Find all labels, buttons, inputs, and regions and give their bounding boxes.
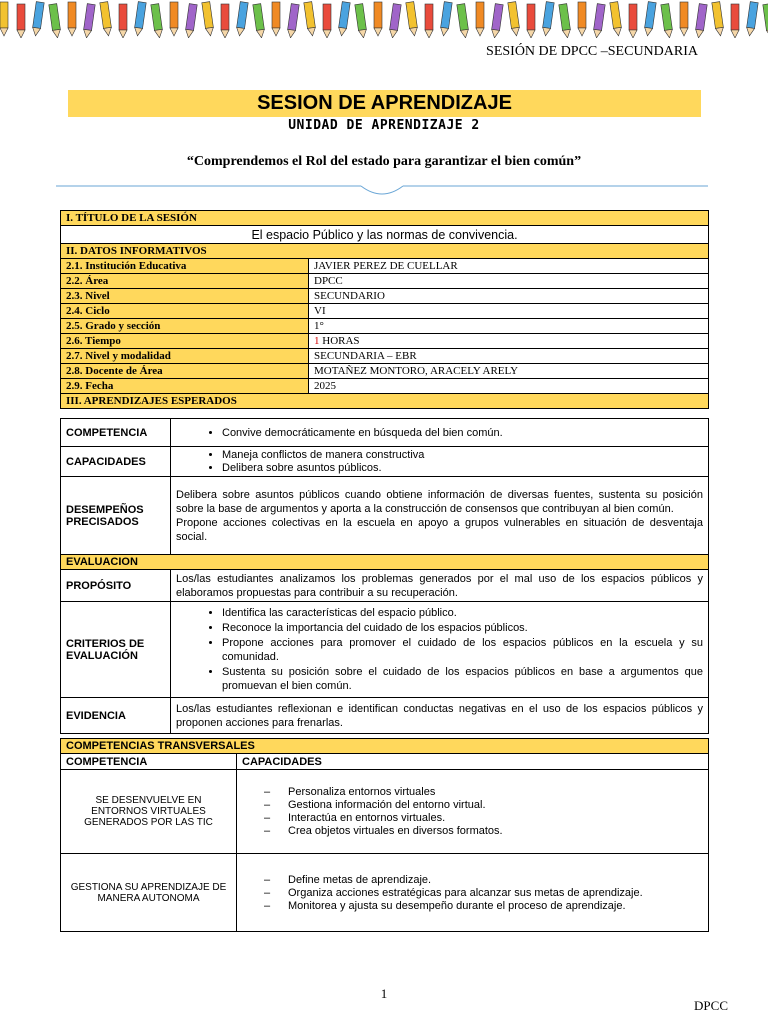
info-label: 2.8. Docente de Área xyxy=(61,364,309,379)
pencil-icon xyxy=(134,2,147,37)
transversal-capacidades xyxy=(237,770,709,854)
list-item: – Gestiona información del entorno virtual. xyxy=(288,799,703,811)
pencil-icon xyxy=(593,4,606,38)
pencil-icon xyxy=(32,2,45,37)
row-label: CRITERIOS DE EVALUACIÓN xyxy=(61,602,171,698)
list-item: – Interactúa en entornos virtuales. xyxy=(288,812,703,824)
info-value: 1° xyxy=(309,319,709,334)
pencil-icon xyxy=(542,2,555,37)
proposito-cell: Los/las estudiantes analizamos los problemas generados por el mal uso de los espacios públicos y elaboramos propuestas para contribuir a su recuperación. xyxy=(171,570,709,602)
pencil-icon xyxy=(559,4,572,38)
transversal-table xyxy=(60,738,709,932)
info-label: 2.2. Área xyxy=(61,274,309,289)
pencil-icon xyxy=(17,4,25,38)
pencil-icon xyxy=(0,2,8,36)
pencil-icon xyxy=(389,4,402,38)
info-value: JAVIER PEREZ DE CUELLAR xyxy=(309,259,709,274)
list-item: • Reconoce la importancia del cuidado de los espacios públicos. xyxy=(222,621,703,635)
pencil-icon xyxy=(253,4,266,38)
row-label: CAPACIDADES xyxy=(61,447,171,477)
section-heading: II. DATOS INFORMATIVOS xyxy=(61,244,709,259)
row-label: COMPETENCIA xyxy=(61,419,171,447)
capacidades-cell xyxy=(171,447,709,477)
section-heading: I. TÍTULO DE LA SESIÓN xyxy=(61,211,709,226)
pencil-icon xyxy=(610,2,623,37)
page-number: 1 xyxy=(380,986,388,1001)
pencil-icon xyxy=(527,4,535,38)
session-title: El espacio Público y las normas de convivencia. xyxy=(61,226,709,244)
pencil-icon xyxy=(236,2,249,37)
info-label: 2.6. Tiempo xyxy=(61,334,309,349)
section-heading: COMPETENCIAS TRANSVERSALES xyxy=(61,739,709,754)
list-item: • Maneja conflictos de manera constructiva xyxy=(222,449,703,461)
pencil-icon xyxy=(202,2,215,37)
pencil-border-decoration xyxy=(0,0,768,38)
list-item: – Crea objetos virtuales en diversos formatos. xyxy=(288,825,703,837)
pencil-icon xyxy=(644,2,657,37)
list-item: – Define metas de aprendizaje. xyxy=(288,874,703,886)
unit-subtitle: UNIDAD DE APRENDIZAJE 2 xyxy=(288,118,480,133)
pencil-icon xyxy=(338,2,351,37)
list-item: • Delibera sobre asuntos públicos. xyxy=(222,462,703,474)
list-item: – Personaliza entornos virtuales xyxy=(288,786,703,798)
transversal-competencia: SE DESENVUELVE EN ENTORNOS VIRTUALES GENERADOS POR LAS TIC xyxy=(61,770,237,854)
transversal-competencia: GESTIONA SU APRENDIZAJE DE MANERA AUTONOMA xyxy=(61,854,237,932)
list-item: • Sustenta su posición sobre el cuidado de los espacios públicos en base a argumentos que promuevan el bien común. xyxy=(222,665,703,693)
paragraph: Delibera sobre asuntos públicos cuando obtiene información de diversas fuentes, sustenta su posición sobre la base de argumentos y aporta a la construcción de consensos que contribuyan al bien común. xyxy=(176,488,703,515)
pencil-icon xyxy=(151,4,164,38)
list-item: • Convive democráticamente en búsqueda del bien común. xyxy=(222,427,703,439)
pencil-icon xyxy=(440,2,453,37)
pencil-icon xyxy=(355,4,368,38)
info-label: 2.5. Grado y sección xyxy=(61,319,309,334)
info-label: 2.4. Ciclo xyxy=(61,304,309,319)
pencil-icon xyxy=(406,2,419,37)
pencil-icon xyxy=(763,4,768,38)
pencil-icon xyxy=(323,4,331,38)
pencil-icon xyxy=(272,2,280,36)
section-heading: EVALUACION xyxy=(61,555,709,570)
row-label: DESEMPEÑOS PRECISADOS xyxy=(61,477,171,555)
pencil-icon xyxy=(680,2,688,36)
document-header: SESIÓN DE DPCC –SECUNDARIA xyxy=(486,44,698,59)
info-value xyxy=(309,334,709,349)
pencil-icon xyxy=(170,2,178,36)
pencil-icon xyxy=(712,2,725,37)
info-value: VI xyxy=(309,304,709,319)
transversal-capacidades xyxy=(237,854,709,932)
time-number: 1 xyxy=(314,335,320,347)
paragraph: Propone acciones colectivas en la escuela en apoyo a grupos vulnerables en situación de desventaja social. xyxy=(176,516,703,543)
criterios-cell xyxy=(171,602,709,698)
info-value: MOTAÑEZ MONTORO, ARACELY ARELY xyxy=(309,364,709,379)
pencil-icon xyxy=(425,4,433,38)
pencil-icon xyxy=(746,2,759,37)
info-label: 2.1. Institución Educativa xyxy=(61,259,309,274)
list-item: • Identifica las características del espacio público. xyxy=(222,606,703,620)
pencil-icon xyxy=(629,4,637,38)
row-label: EVIDENCIA xyxy=(61,698,171,734)
time-unit: HORAS xyxy=(319,335,360,347)
unit-quote: “Comprendemos el Rol del estado para garantizar el bien común” xyxy=(186,154,582,169)
list-item: – Organiza acciones estratégicas para alcanzar sus metas de aprendizaje. xyxy=(288,887,703,899)
info-table xyxy=(60,210,709,409)
section-heading: III. APRENDIZAJES ESPERADOS xyxy=(61,394,709,409)
pencil-icon xyxy=(695,4,708,38)
pencil-icon xyxy=(185,4,198,38)
info-value: SECUNDARIO xyxy=(309,289,709,304)
pencil-icon xyxy=(221,4,229,38)
page-title: SESION DE APRENDIZAJE xyxy=(68,90,701,117)
pencil-icon xyxy=(287,4,300,38)
info-label: 2.7. Nivel y modalidad xyxy=(61,349,309,364)
column-header: COMPETENCIA xyxy=(61,754,237,770)
info-value: 2025 xyxy=(309,379,709,394)
learning-table xyxy=(60,418,709,734)
pencil-icon xyxy=(68,2,76,36)
evidencia-cell: Los/las estudiantes reflexionan e identifican conductas negativas en el uso de los espacios públicos y proponen acciones para frenarlas. xyxy=(171,698,709,734)
competencia-cell xyxy=(171,419,709,447)
column-header: CAPACIDADES xyxy=(237,754,709,770)
list-item: – Monitorea y ajusta su desempeño durante el proceso de aprendizaje. xyxy=(288,900,703,912)
info-value: SECUNDARIA – EBR xyxy=(309,349,709,364)
row-label: PROPÓSITO xyxy=(61,570,171,602)
list-item: • Propone acciones para promover el cuidado de los espacios públicos en la escuela y su comunidad. xyxy=(222,636,703,664)
pencil-icon xyxy=(731,4,739,38)
info-label: 2.9. Fecha xyxy=(61,379,309,394)
pencil-icon xyxy=(661,4,674,38)
info-value: DPCC xyxy=(309,274,709,289)
pencil-icon xyxy=(83,4,96,38)
pencil-icon xyxy=(119,4,127,38)
pencil-icon xyxy=(457,4,470,38)
info-label: 2.3. Nivel xyxy=(61,289,309,304)
pencil-icon xyxy=(304,2,317,37)
pencil-icon xyxy=(100,2,113,37)
divider-ornament xyxy=(56,180,708,200)
footer-label: DPCC xyxy=(694,998,728,1013)
pencil-icon xyxy=(578,2,586,36)
pencil-icon xyxy=(374,2,382,36)
pencil-icon xyxy=(49,4,62,38)
pencil-icon xyxy=(508,2,521,37)
pencil-icon xyxy=(476,2,484,36)
pencil-icon xyxy=(491,4,504,38)
desempenos-cell xyxy=(171,477,709,555)
